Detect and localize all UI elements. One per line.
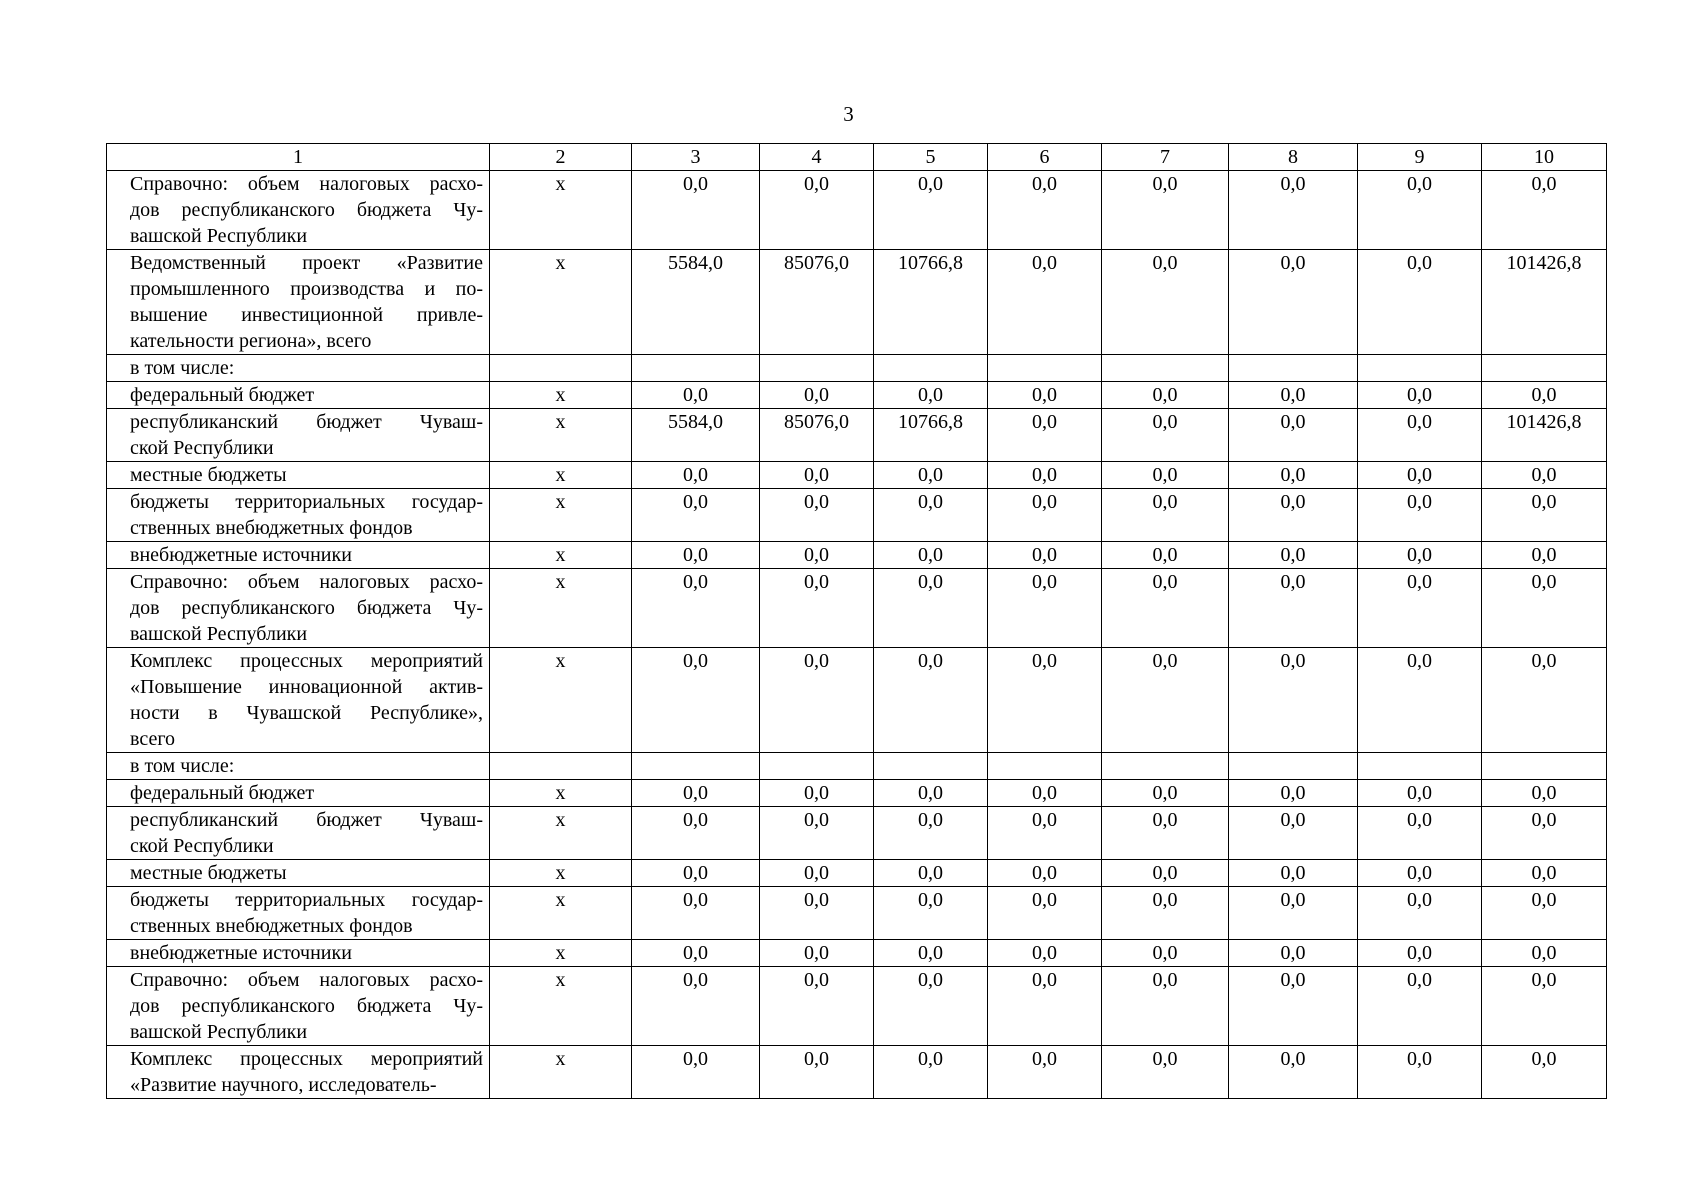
value-cell: 0,0 [988, 250, 1102, 355]
value-cell: 0,0 [1102, 409, 1229, 462]
code-cell: x [490, 780, 632, 807]
value-cell [874, 355, 988, 382]
row-label-line: вашской Республики [130, 225, 308, 247]
row-label-line: Справочно: объем налоговых расхо- [130, 969, 483, 991]
value-cell: 0,0 [1482, 887, 1607, 940]
code-cell: x [490, 409, 632, 462]
row-label-line: бюджеты территориальных государ- [130, 889, 483, 911]
table-row [107, 171, 1607, 250]
value-cell [1358, 753, 1482, 780]
value-cell: 0,0 [1102, 860, 1229, 887]
code-cell: x [490, 887, 632, 940]
table-row [107, 462, 1607, 489]
value-cell: 0,0 [632, 940, 760, 967]
value-cell: 0,0 [760, 1046, 874, 1099]
row-label [107, 860, 490, 887]
value-cell: 0,0 [632, 171, 760, 250]
table-row [107, 355, 1607, 382]
value-cell: 0,0 [1482, 462, 1607, 489]
value-cell: 0,0 [988, 648, 1102, 753]
row-label [107, 462, 490, 489]
value-cell: 0,0 [1229, 382, 1358, 409]
value-cell: 0,0 [1102, 780, 1229, 807]
value-cell: 101426,8 [1482, 409, 1607, 462]
table-row [107, 250, 1607, 355]
row-label-line: дов республиканского бюджета Чу- [130, 199, 483, 221]
column-header: 5 [874, 144, 988, 171]
row-label-line: дов республиканского бюджета Чу- [130, 597, 483, 619]
row-label-line: республиканский бюджет Чуваш- [130, 809, 483, 831]
value-cell: 0,0 [760, 171, 874, 250]
value-cell: 0,0 [1358, 967, 1482, 1046]
column-header: 2 [490, 144, 632, 171]
row-label-line: бюджеты территориальных государ- [130, 491, 483, 513]
value-cell: 0,0 [988, 1046, 1102, 1099]
value-cell: 0,0 [760, 807, 874, 860]
value-cell: 0,0 [1358, 1046, 1482, 1099]
code-cell: x [490, 489, 632, 542]
table-row [107, 569, 1607, 648]
value-cell: 0,0 [760, 462, 874, 489]
table-row [107, 780, 1607, 807]
code-cell: x [490, 1046, 632, 1099]
code-cell: x [490, 967, 632, 1046]
value-cell [1229, 753, 1358, 780]
value-cell: 0,0 [988, 409, 1102, 462]
value-cell [1102, 355, 1229, 382]
value-cell: 0,0 [760, 382, 874, 409]
value-cell: 0,0 [1229, 860, 1358, 887]
value-cell: 0,0 [1358, 887, 1482, 940]
row-label-line: Комплекс процессных мероприятий [130, 1048, 483, 1070]
value-cell [1229, 355, 1358, 382]
value-cell: 0,0 [760, 887, 874, 940]
table-row [107, 967, 1607, 1046]
row-label-line: Справочно: объем налоговых расхо- [130, 173, 483, 195]
value-cell: 0,0 [632, 569, 760, 648]
value-cell: 0,0 [1102, 940, 1229, 967]
value-cell: 0,0 [988, 489, 1102, 542]
page-number: 3 [843, 102, 854, 126]
value-cell: 0,0 [1229, 967, 1358, 1046]
value-cell: 0,0 [1229, 462, 1358, 489]
row-label-line: вышение инвестиционной привле- [130, 304, 483, 326]
row-label-line: федеральный бюджет [130, 384, 315, 406]
row-label [107, 409, 490, 462]
value-cell: 0,0 [1358, 462, 1482, 489]
value-cell [760, 355, 874, 382]
row-label [107, 171, 490, 250]
table-row [107, 940, 1607, 967]
value-cell: 0,0 [1358, 807, 1482, 860]
value-cell: 0,0 [632, 860, 760, 887]
value-cell: 0,0 [1482, 648, 1607, 753]
value-cell: 0,0 [874, 489, 988, 542]
column-header: 3 [632, 144, 760, 171]
row-label-line: дов республиканского бюджета Чу- [130, 995, 483, 1017]
value-cell [874, 753, 988, 780]
value-cell: 0,0 [1358, 860, 1482, 887]
value-cell: 0,0 [988, 807, 1102, 860]
value-cell: 0,0 [1358, 409, 1482, 462]
value-cell: 85076,0 [760, 409, 874, 462]
value-cell: 0,0 [1229, 887, 1358, 940]
value-cell: 0,0 [874, 171, 988, 250]
value-cell: 0,0 [1482, 940, 1607, 967]
row-label-line: местные бюджеты [130, 464, 287, 486]
value-cell: 0,0 [1482, 569, 1607, 648]
row-label-line: ской Республики [130, 437, 274, 459]
value-cell: 0,0 [632, 382, 760, 409]
table-row [107, 489, 1607, 542]
value-cell: 0,0 [1229, 940, 1358, 967]
value-cell: 0,0 [1229, 171, 1358, 250]
code-cell: x [490, 569, 632, 648]
value-cell: 0,0 [874, 940, 988, 967]
value-cell: 0,0 [1229, 807, 1358, 860]
value-cell: 0,0 [874, 1046, 988, 1099]
value-cell: 0,0 [760, 940, 874, 967]
value-cell: 0,0 [1482, 780, 1607, 807]
value-cell: 0,0 [1482, 382, 1607, 409]
row-label-line: кательности региона», всего [130, 330, 372, 352]
code-cell [490, 355, 632, 382]
value-cell: 0,0 [988, 171, 1102, 250]
value-cell: 0,0 [1102, 542, 1229, 569]
value-cell: 0,0 [988, 967, 1102, 1046]
value-cell [1358, 355, 1482, 382]
row-label [107, 250, 490, 355]
value-cell: 0,0 [1229, 648, 1358, 753]
row-label-line: вашской Республики [130, 1021, 308, 1043]
code-cell [490, 753, 632, 780]
value-cell: 0,0 [1229, 250, 1358, 355]
value-cell: 0,0 [632, 489, 760, 542]
row-label [107, 489, 490, 542]
value-cell: 0,0 [632, 542, 760, 569]
row-label-line: в том числе: [130, 357, 235, 379]
row-label-line: Комплекс процессных мероприятий [130, 650, 483, 672]
value-cell: 0,0 [1482, 1046, 1607, 1099]
value-cell: 0,0 [1482, 489, 1607, 542]
row-label-line: ственных внебюджетных фондов [130, 915, 413, 937]
row-label [107, 542, 490, 569]
value-cell: 0,0 [1102, 250, 1229, 355]
row-label-line: ской Республики [130, 835, 274, 857]
value-cell: 0,0 [874, 648, 988, 753]
value-cell: 0,0 [874, 807, 988, 860]
row-label-line: промышленного производства и по- [130, 278, 483, 300]
budget-table [106, 143, 1607, 1099]
value-cell: 0,0 [874, 462, 988, 489]
value-cell: 0,0 [760, 648, 874, 753]
value-cell: 0,0 [1102, 967, 1229, 1046]
row-label [107, 1046, 490, 1099]
value-cell: 0,0 [632, 807, 760, 860]
value-cell: 0,0 [1482, 807, 1607, 860]
value-cell: 0,0 [988, 542, 1102, 569]
table-row [107, 648, 1607, 753]
row-label-line: в том числе: [130, 755, 235, 777]
value-cell: 0,0 [1102, 462, 1229, 489]
value-cell: 0,0 [1358, 171, 1482, 250]
column-header: 7 [1102, 144, 1229, 171]
column-header: 9 [1358, 144, 1482, 171]
value-cell: 0,0 [874, 780, 988, 807]
value-cell: 0,0 [1102, 887, 1229, 940]
code-cell: x [490, 250, 632, 355]
value-cell: 0,0 [1482, 967, 1607, 1046]
value-cell: 0,0 [1358, 542, 1482, 569]
value-cell: 5584,0 [632, 409, 760, 462]
row-label-line: ственных внебюджетных фондов [130, 517, 413, 539]
value-cell: 10766,8 [874, 250, 988, 355]
value-cell: 0,0 [632, 780, 760, 807]
value-cell: 0,0 [874, 569, 988, 648]
row-label-line: внебюджетные источники [130, 544, 352, 566]
value-cell: 0,0 [632, 462, 760, 489]
value-cell: 0,0 [1102, 1046, 1229, 1099]
row-label [107, 940, 490, 967]
row-label [107, 569, 490, 648]
row-label-line: федеральный бюджет [130, 782, 315, 804]
value-cell: 0,0 [1229, 409, 1358, 462]
row-label-line: ности в Чувашской Республике», [130, 702, 483, 724]
code-cell: x [490, 542, 632, 569]
value-cell: 0,0 [988, 887, 1102, 940]
value-cell: 5584,0 [632, 250, 760, 355]
value-cell: 0,0 [988, 382, 1102, 409]
value-cell: 0,0 [1229, 489, 1358, 542]
code-cell: x [490, 462, 632, 489]
value-cell: 0,0 [1102, 382, 1229, 409]
table-row [107, 860, 1607, 887]
code-cell: x [490, 940, 632, 967]
value-cell: 0,0 [1102, 569, 1229, 648]
value-cell: 0,0 [874, 967, 988, 1046]
value-cell: 0,0 [632, 967, 760, 1046]
row-label [107, 382, 490, 409]
value-cell [632, 355, 760, 382]
value-cell: 0,0 [1358, 940, 1482, 967]
value-cell: 0,0 [632, 648, 760, 753]
value-cell: 0,0 [1482, 171, 1607, 250]
value-cell: 0,0 [1102, 489, 1229, 542]
row-label [107, 648, 490, 753]
column-header: 8 [1229, 144, 1358, 171]
value-cell: 0,0 [874, 382, 988, 409]
value-cell [632, 753, 760, 780]
value-cell: 0,0 [1482, 860, 1607, 887]
value-cell: 0,0 [760, 569, 874, 648]
value-cell: 0,0 [760, 780, 874, 807]
row-label-line: местные бюджеты [130, 862, 287, 884]
value-cell: 0,0 [1229, 569, 1358, 648]
row-label [107, 355, 490, 382]
value-cell: 101426,8 [1482, 250, 1607, 355]
value-cell [988, 355, 1102, 382]
row-label [107, 807, 490, 860]
value-cell: 10766,8 [874, 409, 988, 462]
value-cell: 0,0 [1482, 542, 1607, 569]
table-row [107, 887, 1607, 940]
column-header: 4 [760, 144, 874, 171]
row-label [107, 887, 490, 940]
row-label-line: вашской Республики [130, 623, 308, 645]
code-cell: x [490, 382, 632, 409]
value-cell: 0,0 [988, 462, 1102, 489]
row-label-line: Справочно: объем налоговых расхо- [130, 571, 483, 593]
value-cell [1102, 753, 1229, 780]
value-cell: 0,0 [1229, 1046, 1358, 1099]
value-cell: 0,0 [988, 940, 1102, 967]
table-row [107, 409, 1607, 462]
table-row [107, 753, 1607, 780]
table-row [107, 542, 1607, 569]
value-cell: 0,0 [1102, 648, 1229, 753]
value-cell: 0,0 [760, 860, 874, 887]
row-label-line: всего [130, 728, 176, 750]
row-label-line: внебюджетные источники [130, 942, 352, 964]
value-cell: 0,0 [874, 860, 988, 887]
column-header: 1 [107, 144, 490, 171]
code-cell: x [490, 171, 632, 250]
value-cell: 0,0 [760, 967, 874, 1046]
row-label-line: «Развитие научного, исследователь- [130, 1074, 437, 1096]
value-cell [988, 753, 1102, 780]
row-label [107, 753, 490, 780]
value-cell: 0,0 [1358, 569, 1482, 648]
value-cell: 0,0 [760, 542, 874, 569]
value-cell: 0,0 [988, 569, 1102, 648]
value-cell: 0,0 [988, 780, 1102, 807]
table-header-row [107, 144, 1607, 171]
row-label-line: республиканский бюджет Чуваш- [130, 411, 483, 433]
row-label-line: «Повышение инновационной актив- [130, 676, 483, 698]
value-cell: 0,0 [1102, 171, 1229, 250]
value-cell: 0,0 [1358, 250, 1482, 355]
value-cell: 0,0 [1229, 542, 1358, 569]
code-cell: x [490, 860, 632, 887]
value-cell: 0,0 [988, 860, 1102, 887]
value-cell: 0,0 [760, 489, 874, 542]
value-cell: 0,0 [874, 887, 988, 940]
value-cell: 0,0 [632, 1046, 760, 1099]
value-cell [1482, 753, 1607, 780]
row-label [107, 967, 490, 1046]
value-cell: 0,0 [1358, 382, 1482, 409]
value-cell [760, 753, 874, 780]
value-cell: 0,0 [1358, 780, 1482, 807]
value-cell [1482, 355, 1607, 382]
code-cell: x [490, 648, 632, 753]
column-header: 10 [1482, 144, 1607, 171]
value-cell: 85076,0 [760, 250, 874, 355]
column-header: 6 [988, 144, 1102, 171]
value-cell: 0,0 [1102, 807, 1229, 860]
value-cell: 0,0 [632, 887, 760, 940]
value-cell: 0,0 [1358, 489, 1482, 542]
table-row [107, 807, 1607, 860]
value-cell: 0,0 [874, 542, 988, 569]
table-row [107, 382, 1607, 409]
table-row [107, 1046, 1607, 1099]
value-cell: 0,0 [1229, 780, 1358, 807]
row-label-line: Ведомственный проект «Развитие [130, 252, 483, 274]
row-label [107, 780, 490, 807]
code-cell: x [490, 807, 632, 860]
value-cell: 0,0 [1358, 648, 1482, 753]
